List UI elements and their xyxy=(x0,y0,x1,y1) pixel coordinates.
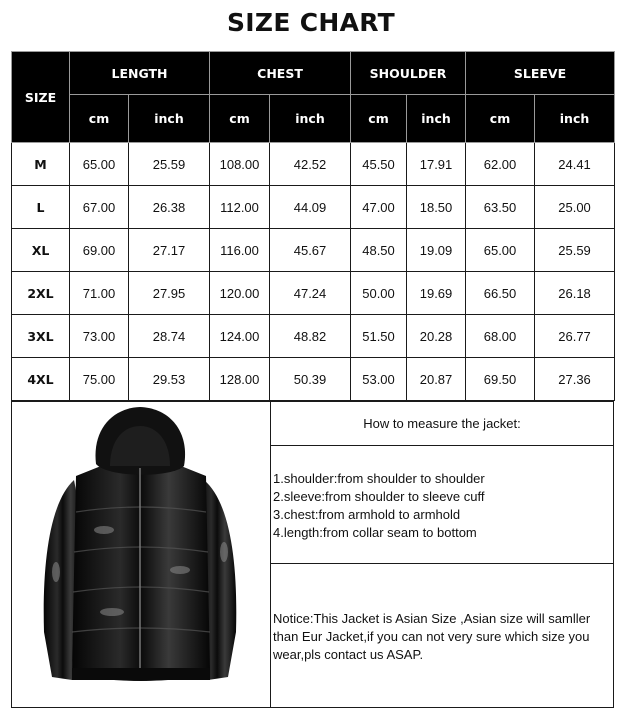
measurement-cell: 20.87 xyxy=(407,358,466,401)
length-header: LENGTH xyxy=(70,52,210,95)
measurement-cell: 26.38 xyxy=(129,186,210,229)
size-cell: 2XL xyxy=(12,272,70,315)
measurement-cell: 24.41 xyxy=(535,143,615,186)
table-row xyxy=(12,186,615,229)
measure-line: 2.sleeve:from shoulder to sleeve cuff xyxy=(273,489,485,504)
sleeve-header: SLEEVE xyxy=(466,52,615,95)
measure-line: 3.chest:from armhold to armhold xyxy=(273,507,461,522)
shoulder-header: SHOULDER xyxy=(351,52,466,95)
notice-text xyxy=(271,564,613,707)
jacket-illustration xyxy=(12,402,270,707)
unit-header: cm xyxy=(466,95,535,143)
measure-line: 1.shoulder:from shoulder to shoulder xyxy=(273,471,485,486)
measurement-cell: 75.00 xyxy=(70,358,129,401)
measurement-cell: 45.67 xyxy=(270,229,351,272)
unit-header: inch xyxy=(407,95,466,143)
size-cell: 4XL xyxy=(12,358,70,401)
page-title: SIZE CHART xyxy=(226,8,395,37)
size-cell: 3XL xyxy=(12,315,70,358)
table-row xyxy=(12,229,615,272)
measure-line: 4.length:from collar seam to bottom xyxy=(273,525,477,540)
measurement-cell: 53.00 xyxy=(351,358,407,401)
info-column xyxy=(271,402,613,707)
unit-header: cm xyxy=(210,95,270,143)
measurement-cell: 47.24 xyxy=(270,272,351,315)
size-cell: XL xyxy=(12,229,70,272)
measurement-cell: 69.00 xyxy=(70,229,129,272)
measurement-cell: 66.50 xyxy=(466,272,535,315)
size-table-body xyxy=(12,143,615,401)
measurement-cell: 48.50 xyxy=(351,229,407,272)
measurement-cell: 68.00 xyxy=(466,315,535,358)
measurement-cell: 108.00 xyxy=(210,143,270,186)
measurement-cell: 47.00 xyxy=(351,186,407,229)
table-row xyxy=(12,358,615,401)
measurement-cell: 25.59 xyxy=(535,229,615,272)
table-row xyxy=(12,272,615,315)
measurement-cell: 45.50 xyxy=(351,143,407,186)
unit-header: cm xyxy=(70,95,129,143)
size-cell: L xyxy=(12,186,70,229)
measure-instructions xyxy=(271,446,613,564)
measurement-cell: 27.95 xyxy=(129,272,210,315)
measurement-cell: 73.00 xyxy=(70,315,129,358)
measurement-cell: 65.00 xyxy=(70,143,129,186)
measurement-cell: 71.00 xyxy=(70,272,129,315)
measurement-cell: 20.28 xyxy=(407,315,466,358)
measurement-cell: 28.74 xyxy=(129,315,210,358)
jacket-photo xyxy=(12,402,271,707)
notice-line: wear,pls contact us ASAP. xyxy=(273,647,424,662)
notice-line: Notice:This Jacket is Asian Size ,Asian size will samller xyxy=(273,611,591,626)
measurement-cell: 62.00 xyxy=(466,143,535,186)
measurement-cell: 116.00 xyxy=(210,229,270,272)
measurement-cell: 27.36 xyxy=(535,358,615,401)
measurement-cell: 112.00 xyxy=(210,186,270,229)
chest-header: CHEST xyxy=(210,52,351,95)
measurement-cell: 51.50 xyxy=(351,315,407,358)
measurement-cell: 124.00 xyxy=(210,315,270,358)
measurement-cell: 26.77 xyxy=(535,315,615,358)
measurement-cell: 26.18 xyxy=(535,272,615,315)
measurement-cell: 50.39 xyxy=(270,358,351,401)
size-chart-table xyxy=(11,51,615,401)
measure-heading: How to measure the jacket: xyxy=(271,402,613,446)
measurement-cell: 42.52 xyxy=(270,143,351,186)
measurement-cell: 19.09 xyxy=(407,229,466,272)
measurement-cell: 128.00 xyxy=(210,358,270,401)
measurement-cell: 48.82 xyxy=(270,315,351,358)
size-column-header: SIZE xyxy=(12,52,70,143)
measurement-cell: 27.17 xyxy=(129,229,210,272)
table-row xyxy=(12,143,615,186)
unit-header: cm xyxy=(351,95,407,143)
size-cell: M xyxy=(12,143,70,186)
notice-line: than Eur Jacket,if you can not very sure which size you xyxy=(273,629,590,644)
measurement-cell: 69.50 xyxy=(466,358,535,401)
measurement-cell: 17.91 xyxy=(407,143,466,186)
measurement-cell: 29.53 xyxy=(129,358,210,401)
unit-header: inch xyxy=(129,95,210,143)
measurement-cell: 44.09 xyxy=(270,186,351,229)
unit-header: inch xyxy=(270,95,351,143)
measurement-cell: 18.50 xyxy=(407,186,466,229)
table-row xyxy=(12,315,615,358)
measurement-cell: 25.59 xyxy=(129,143,210,186)
measurement-cell: 67.00 xyxy=(70,186,129,229)
measurement-cell: 65.00 xyxy=(466,229,535,272)
measurement-cell: 63.50 xyxy=(466,186,535,229)
measurement-cell: 25.00 xyxy=(535,186,615,229)
info-panel xyxy=(11,401,614,708)
measurement-cell: 120.00 xyxy=(210,272,270,315)
measurement-cell: 19.69 xyxy=(407,272,466,315)
measurement-cell: 50.00 xyxy=(351,272,407,315)
unit-header: inch xyxy=(535,95,615,143)
